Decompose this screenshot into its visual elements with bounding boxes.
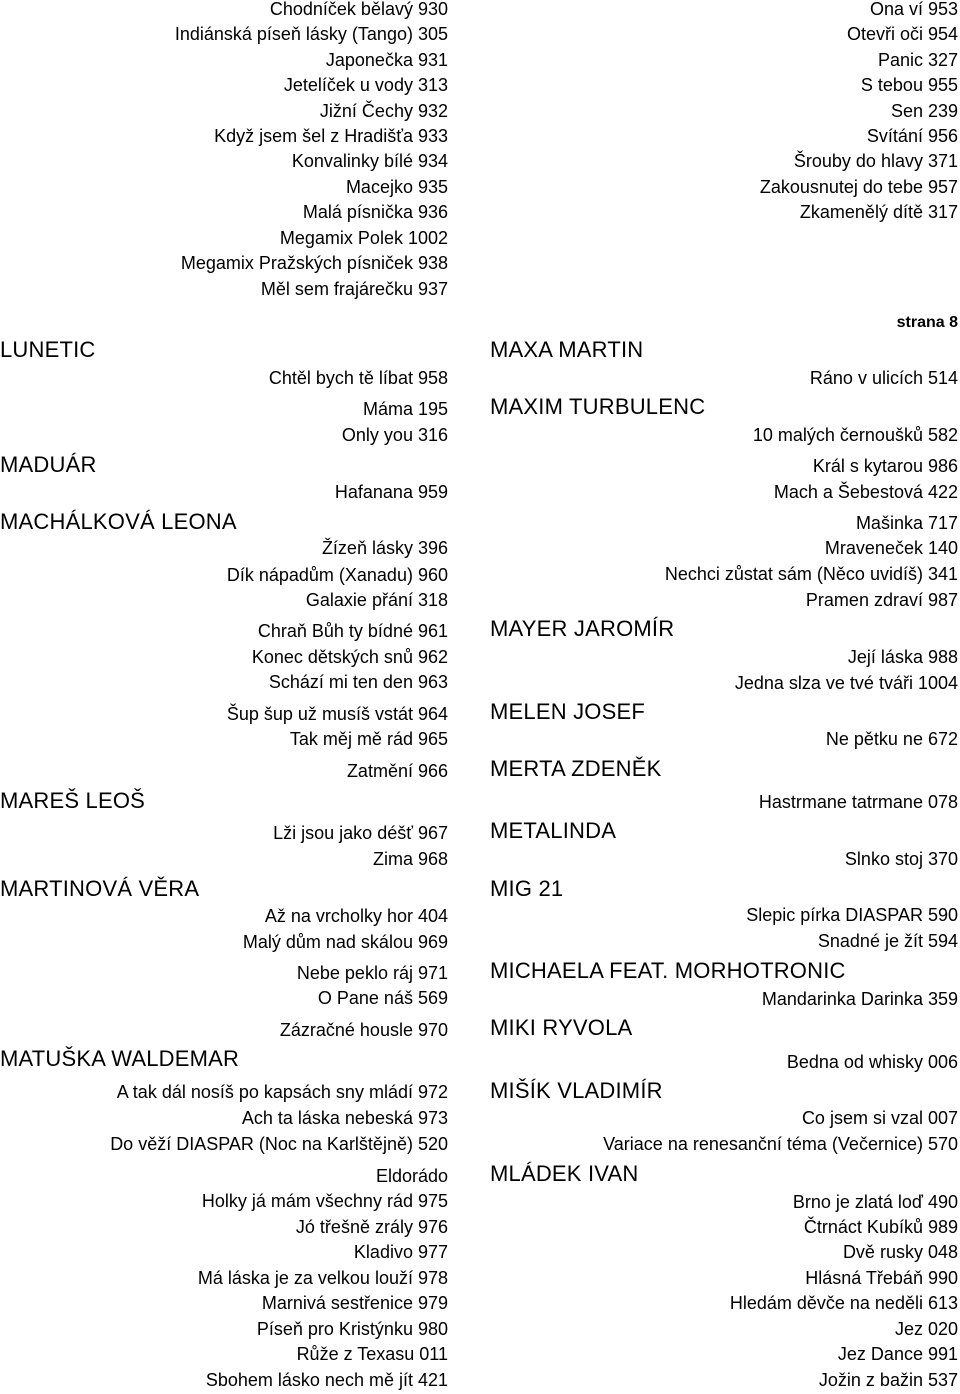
- song-entry-panic-327: Panic 327: [877, 50, 958, 70]
- song-entry-a-tak-dal-nosis-po-kapsach-sny-mladi-972: A tak dál nosíš po kapsách sny mládí 972: [116, 1082, 448, 1102]
- page-label: strana 8: [896, 314, 958, 331]
- song-entry-nebe-peklo-raj-971: Nebe peklo ráj 971: [296, 963, 448, 983]
- song-entry-srouby-do-hlavy-371: Šrouby do hlavy 371: [793, 151, 958, 171]
- song-entry-hafanana-959: Hafanana 959: [334, 482, 448, 502]
- song-entry-mama-195: Máma 195: [362, 399, 448, 419]
- song-entry-ruze-z-texasu-011: Růže z Texasu 011: [296, 1344, 448, 1364]
- song-entry-megamix-polek-1002: Megamix Polek 1002: [279, 228, 448, 248]
- song-entry-kdyz-jsem-sel-z-hradista-933: Když jsem šel z Hradišťa 933: [214, 126, 448, 146]
- song-entry-megamix-prazskych-pisnicek-938: Megamix Pražských písniček 938: [180, 253, 448, 273]
- artist-heading-mares-leos: MAREŠ LEOŠ: [0, 788, 146, 813]
- song-entry-mandarinka-darinka-359: Mandarinka Darinka 359: [761, 989, 958, 1009]
- song-entry-zatmeni-966: Zatmění 966: [346, 761, 448, 781]
- song-entry-maly-dum-nad-skalou-969: Malý dům nad skálou 969: [242, 932, 448, 952]
- song-entry-bedna-od-whisky-006: Bedna od whisky 006: [786, 1052, 958, 1072]
- artist-heading-michaela-feat-morhotronic: MICHAELA FEAT. MORHOTRONIC: [490, 958, 846, 983]
- artist-heading-melen-josef: MELEN JOSEF: [490, 699, 646, 724]
- song-entry-mel-sem-frajarecku-937: Měl sem frajárečku 937: [260, 279, 448, 299]
- song-entry-sen-239: Sen 239: [890, 101, 958, 121]
- song-entry-zazracne-housle-970: Zázračné housle 970: [279, 1020, 448, 1040]
- song-entry-pramen-zdravi-987: Pramen zdraví 987: [805, 590, 958, 610]
- song-entry-do-vezi-diaspar-noc-na-karlstejne-520: Do věží DIASPAR (Noc na Karlštějně) 520: [110, 1134, 448, 1154]
- song-entry-holky-ja-mam-vsechny-rad-975: Holky já mám všechny rád 975: [201, 1191, 448, 1211]
- artist-heading-matuska-waldemar: MATUŠKA WALDEMAR: [0, 1046, 240, 1071]
- song-entry-galaxie-prani-318: Galaxie přání 318: [305, 590, 448, 610]
- song-entry-jizni-cechy-932: Jižní Čechy 932: [319, 101, 448, 121]
- artist-heading-miki-ryvola: MIKI RYVOLA: [490, 1015, 633, 1040]
- song-entry-chodnicek-belavy-930: Chodníček bělavý 930: [269, 0, 448, 19]
- artist-heading-merta-zdenek: MERTA ZDENĚK: [490, 756, 662, 781]
- song-entry-brno-je-zlata-lod-490: Brno je zlatá loď 490: [792, 1192, 958, 1212]
- song-entry-jez-dance-991: Jez Dance 991: [837, 1344, 958, 1364]
- song-entry-mach-a-sebestova-422: Mach a Šebestová 422: [773, 482, 958, 502]
- song-entry-slnko-stoj-370: Slnko stoj 370: [844, 849, 958, 869]
- song-entry-rano-v-ulicich-514: Ráno v ulicích 514: [809, 368, 958, 388]
- artist-heading-lunetic: LUNETIC: [0, 337, 96, 362]
- song-entry-ne-petku-ne-672: Ne pětku ne 672: [825, 729, 958, 749]
- song-entry-jedna-slza-ve-tve-tvari-1004: Jedna slza ve tvé tváři 1004: [734, 673, 958, 693]
- song-entry-sup-sup-uz-musis-vstat-964: Šup šup už musíš vstát 964: [226, 704, 448, 724]
- song-entry-s-tebou-955: S tebou 955: [860, 75, 958, 95]
- artist-heading-martinova-vera: MARTINOVÁ VĚRA: [0, 876, 200, 901]
- song-entry-ona-vi-953: Ona ví 953: [869, 0, 958, 19]
- song-entry-jo-tresne-zraly-976: Jó třešně zrály 976: [295, 1217, 448, 1237]
- song-entry-variace-na-renesancni-tema-vecernice-570: Variace na renesanční téma (Večernice) 570: [603, 1134, 958, 1154]
- song-entry-chran-buh-ty-bidne-961: Chraň Bůh ty bídné 961: [257, 621, 448, 641]
- song-entry-dve-rusky-048: Dvě rusky 048: [842, 1242, 958, 1262]
- song-entry-hastrmane-tatrmane-078: Hastrmane tatrmane 078: [758, 792, 958, 812]
- song-entry-snadne-je-zit-594: Snadné je žít 594: [817, 931, 958, 951]
- song-entry-jetelicek-u-vody-313: Jetelíček u vody 313: [283, 75, 448, 95]
- artist-heading-misik-vladimir: MIŠÍK VLADIMÍR: [490, 1078, 663, 1103]
- song-entry-tak-mej-me-rad-965: Tak měj mě rád 965: [289, 729, 448, 749]
- song-entry-schazi-mi-ten-den-963: Schází mi ten den 963: [268, 672, 448, 692]
- song-entry-ma-laska-je-za-velkou-louzi-978: Má láska je za velkou louží 978: [197, 1268, 448, 1288]
- song-entry-ctrnact-kubiku-989: Čtrnáct Kubíků 989: [803, 1217, 958, 1237]
- song-entry-svitani-956: Svítání 956: [866, 126, 958, 146]
- song-entry-co-jsem-si-vzal-007: Co jsem si vzal 007: [801, 1108, 958, 1128]
- song-entry-nechci-zustat-sam-neco-uvidis-341: Nechci zůstat sám (Něco uvidíš) 341: [664, 564, 958, 584]
- song-entry-ach-ta-laska-nebeska-973: Ach ta láska nebeská 973: [241, 1108, 448, 1128]
- song-entry-japonecka-931: Japonečka 931: [325, 50, 448, 70]
- song-entry-konvalinky-bile-934: Konvalinky bílé 934: [291, 151, 448, 171]
- song-entry-marniva-sestrenice-979: Marnivá sestřenice 979: [261, 1293, 448, 1313]
- song-entry-mala-pisnicka-936: Malá písnička 936: [302, 202, 448, 222]
- song-entry-jeji-laska-988: Její láska 988: [847, 647, 958, 667]
- song-entry-macejko-935: Macejko 935: [345, 177, 448, 197]
- artist-heading-mladek-ivan: MLÁDEK IVAN: [490, 1161, 639, 1186]
- song-entry-mravenecek-140: Mraveneček 140: [824, 538, 958, 558]
- song-entry-slepic-pirka-diaspar-590: Slepic pírka DIASPAR 590: [746, 905, 958, 925]
- song-entry-hledam-devce-na-nedeli-613: Hledám děvče na neděli 613: [729, 1293, 958, 1313]
- song-entry-eldorado: Eldorádo: [375, 1166, 448, 1186]
- artist-heading-machalkova-leona: MACHÁLKOVÁ LEONA: [0, 509, 237, 534]
- song-entry-kladivo-977: Kladivo 977: [353, 1242, 448, 1262]
- song-entry-zizen-lasky-396: Žízeň lásky 396: [321, 538, 448, 558]
- song-entry-dik-napadum-xanadu-960: Dík nápadům (Xanadu) 960: [226, 565, 448, 585]
- song-entry-az-na-vrcholky-hor-404: Až na vrcholky hor 404: [264, 906, 448, 926]
- song-entry-chtel-bych-te-libat-958: Chtěl bych tě líbat 958: [268, 368, 448, 388]
- artist-heading-metalinda: METALINDA: [490, 818, 617, 843]
- song-entry-masinka-717: Mašinka 717: [855, 513, 958, 533]
- song-entry-indianska-pisen-lasky-tango-305: Indiánská píseň lásky (Tango) 305: [174, 24, 448, 44]
- song-entry-zakousnutej-do-tebe-957: Zakousnutej do tebe 957: [759, 177, 958, 197]
- left-column: [0, 0, 450, 1394]
- song-entry-10-malych-cernousku-582: 10 malých černoušků 582: [752, 425, 958, 445]
- song-entry-zima-968: Zima 968: [372, 849, 448, 869]
- song-entry-only-you-316: Only you 316: [341, 425, 448, 445]
- artist-heading-maduar: MADUÁR: [0, 452, 97, 477]
- song-entry-lzi-jsou-jako-dest-967: Lži jsou jako déšť 967: [273, 823, 448, 843]
- artist-heading-mayer-jaromir: MAYER JAROMÍR: [490, 616, 675, 641]
- song-entry-kral-s-kytarou-986: Král s kytarou 986: [812, 456, 958, 476]
- artist-heading-maxa-martin: MAXA MARTIN: [490, 337, 644, 362]
- song-entry-jez-020: Jez 020: [894, 1319, 958, 1339]
- song-entry-hlasna-treban-990: Hlásná Třebáň 990: [805, 1268, 958, 1288]
- artist-heading-maxim-turbulenc: MAXIM TURBULENC: [490, 394, 706, 419]
- artist-heading-mig-21: MIG 21: [490, 876, 564, 901]
- song-entry-pisen-pro-kristynku-980: Píseň pro Kristýnku 980: [256, 1319, 448, 1339]
- song-entry-sbohem-lasko-nech-me-jit-421: Sbohem lásko nech mě jít 421: [205, 1370, 448, 1390]
- song-entry-otevri-oci-954: Otevři oči 954: [846, 24, 958, 44]
- song-entry-jozin-z-bazin-537: Jožin z bažin 537: [818, 1370, 958, 1390]
- right-column: [490, 0, 960, 1394]
- song-entry-o-pane-nas-569: O Pane náš 569: [317, 988, 448, 1008]
- song-entry-zkamenely-dite-317: Zkamenělý dítě 317: [799, 202, 958, 222]
- song-entry-konec-detskych-snu-962: Konec dětských snů 962: [251, 647, 448, 667]
